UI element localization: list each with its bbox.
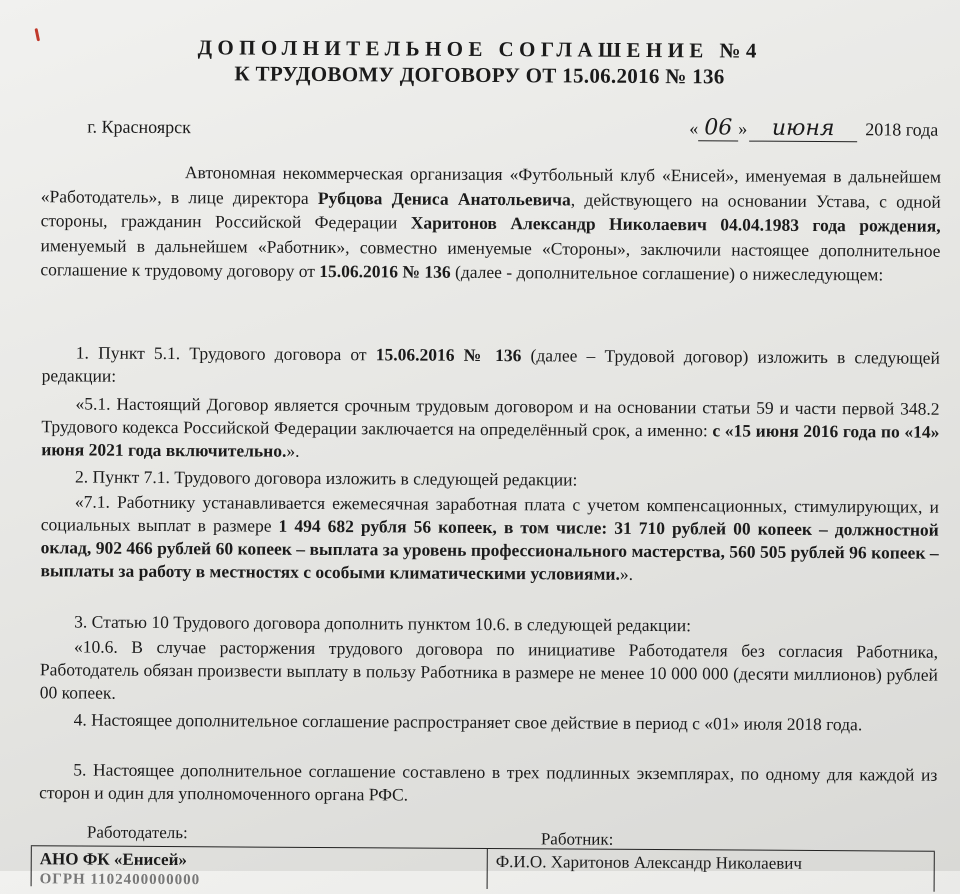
worker-cell xyxy=(487,849,935,892)
preamble-text-4: (далее - дополнительное соглашение) о нижеследующем: xyxy=(450,261,884,285)
contract-reference: 15.06.2016 № 136 xyxy=(319,260,451,282)
preamble-paragraph xyxy=(40,159,941,287)
date-open-quote: « xyxy=(689,118,699,139)
date-year: 2018 года xyxy=(865,119,939,140)
signature-table xyxy=(31,845,935,892)
preamble-text-3: именуемый в дальнейшем «Работник», совместно именуемые «Стороны», заключили настоящее дополнительное соглашение к трудовому договору от xyxy=(40,234,941,281)
clause-1-quote-text: «5.1. Настоящий Договор является срочным трудовым договором и на основании статьи 59 и части первой 348.2 Трудового кодекса Российской Федерации заключается на определённый срок, а именно: xyxy=(41,393,940,441)
handwritten-day: 06 xyxy=(698,116,738,141)
worker-label: Работник: xyxy=(540,829,614,849)
clause-1-text-a: 1. Пункт 5.1. Трудового договора от xyxy=(75,342,376,365)
clause-3: 3. Статью 10 Трудового договора дополнить пунктом 10.6. в следующей редакции: xyxy=(74,611,692,636)
employer-label: Работодатель: xyxy=(86,822,188,843)
date-close-quote: » xyxy=(738,118,748,139)
clause-2-quote-text: «7.1. Работнику устанавливается ежемесячная заработная плата с учетом компенсационных, стимулирующих, и социальных выплат в размере xyxy=(40,491,939,536)
clause-4: 4. Настоящее дополнительное соглашение распространяет свое действие в период с «01» июля 2018 года. xyxy=(73,709,863,735)
contract-term: с «15 июня 2016 года по «14» июня 2021 года включительно. xyxy=(41,420,940,461)
document-subtitle: К ТРУДОВОМУ ДОГОВОРУ ОТ 15.06.2016 № 136 xyxy=(234,61,725,89)
employer-cell xyxy=(31,846,487,889)
clause-1-text-b: (далее – Трудовой договор) изложить в следующей редакции: xyxy=(41,345,940,386)
place-of-signing: г. Красноярск xyxy=(87,116,191,138)
clause-2-quote xyxy=(40,490,939,587)
clause-2-quote-end: ». xyxy=(619,563,634,584)
clause-1-quote-end: ». xyxy=(286,440,300,461)
clause-2: 2. Пункт 7.1. Трудового договора изложить в следующей редакции: xyxy=(75,466,578,490)
preamble-text-1: Автономная некоммерческая организация «Футбольный клуб «Енисей», именуемая в дальнейшем «Работодатель», в лице директора xyxy=(40,162,941,208)
employee-name-birthdate: Харитонов Александр Николаевич 04.04.1983 года рождения, xyxy=(410,212,941,236)
clause-1-quote xyxy=(41,392,939,466)
document-title: ДОПОЛНИТЕЛЬНОЕ СОГЛАШЕНИЕ №4 xyxy=(197,35,762,63)
handwritten-month: июня xyxy=(749,117,857,143)
clause-1-contract-ref: 15.06.2016 № 136 xyxy=(375,344,522,366)
preamble-text-2: , действующего на основании Устава, с одной стороны, гражданин Российской Федерации xyxy=(40,188,941,233)
clause-5: 5. Настоящее дополнительное соглашение составлено в трех подлинных экземплярах, по одному для каждой из сторон и один для уполномоченного органа РФС. xyxy=(39,759,938,805)
employer-ogrn-line: ОГРН 1102400000000 xyxy=(39,871,201,889)
director-name: Рубцова Дениса Анатольевича xyxy=(317,187,571,209)
salary-amounts: 1 494 682 рубля 56 копеек, в том числе: 31 710 рублей 00 копеек – должностной оклад, 902 466 рублей 60 копеек – выплата за уровень профессионального мастерства, 560 505 рублей 96 копеек – выплаты за работу в местностях с особыми климатическими условиями. xyxy=(40,515,939,584)
clause-3-quote: «10.6. В случае расторжения трудового договора по инициативе Работодателя без согласия Работника, Работодатель обязан произвести выплату в пользу Работника в размере не менее 10 000 000 (десяти миллионов) рублей 00 копеек. xyxy=(39,636,939,703)
clause-1 xyxy=(42,341,940,392)
worker-name: Ф.И.О. Харитонов Александр Николаевич xyxy=(495,852,803,873)
employer-name: АНО ФК «Енисей» xyxy=(39,849,187,870)
document-date xyxy=(689,116,938,143)
